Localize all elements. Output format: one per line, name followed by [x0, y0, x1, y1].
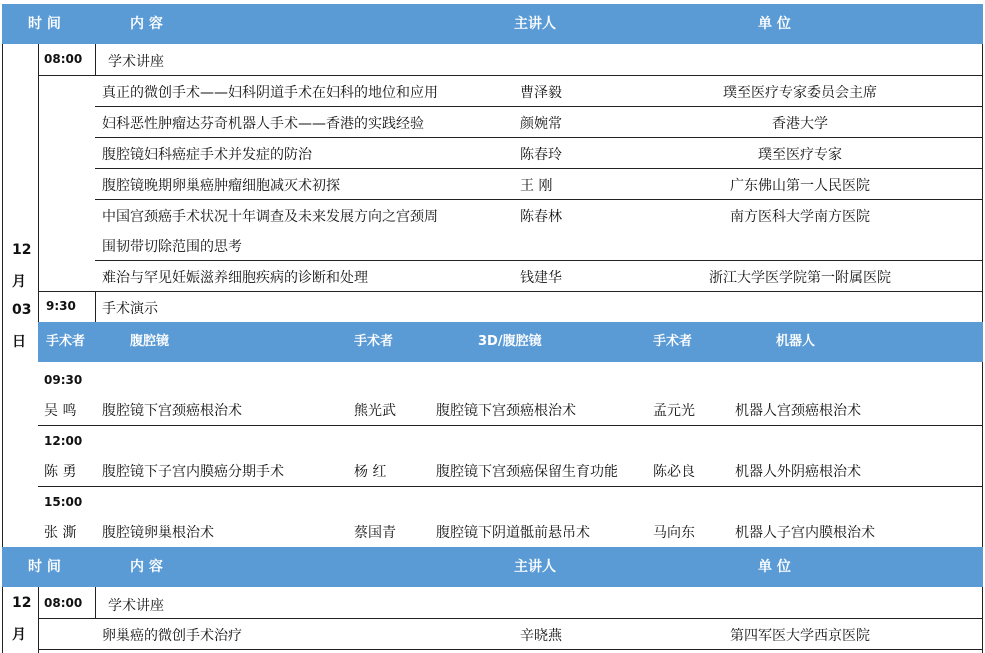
header-content: 内 容	[130, 16, 163, 32]
demo-procedure: 机器人宫颈癌根治术	[735, 403, 861, 419]
lecture-time: 08:00	[44, 52, 83, 66]
lecture-unit: 香港大学	[772, 116, 828, 132]
lecture-speaker: 陈春玲	[520, 147, 562, 163]
subheader-surgeon: 手术者	[653, 334, 693, 349]
table-border-right	[982, 44, 983, 547]
lecture-title: 学术讲座	[108, 54, 164, 70]
row-divider	[95, 199, 983, 200]
header-content: 内 容	[130, 559, 163, 575]
header-speaker: 主讲人	[514, 559, 556, 575]
header-time: 时 间	[28, 559, 61, 575]
row-divider	[95, 106, 983, 107]
header-unit: 单 位	[758, 559, 791, 575]
demo-procedure: 腹腔镜下宫颈癌保留生育功能	[436, 464, 618, 480]
date-char: 03	[12, 302, 32, 318]
date-char: 月	[12, 627, 26, 643]
lecture-unit: 璞至医疗专家	[758, 147, 842, 163]
demo-procedure: 腹腔镜下宫颈癌根治术	[102, 403, 242, 419]
table-border-left	[2, 44, 3, 547]
lecture-title: 中国宫颈癌手术状况十年调查及未来发展方向之宫颈周	[102, 209, 438, 225]
date-char: 日	[12, 334, 26, 350]
demo-slot-time: 09:30	[44, 373, 83, 387]
row-divider	[38, 618, 983, 619]
demo-surgeon: 陈必良	[653, 464, 695, 480]
demo-surgeon: 孟元光	[653, 403, 695, 419]
row-divider	[95, 260, 983, 261]
demo-procedure: 腹腔镜下宫颈癌根治术	[436, 403, 576, 419]
date-char: 12	[12, 595, 32, 611]
lecture-speaker: 辛晓燕	[520, 628, 562, 644]
header-unit: 单 位	[758, 16, 791, 32]
lecture-title: 妇科恶性肿瘤达芬奇机器人手术——香港的实践经验	[102, 116, 424, 132]
time-column-divider	[95, 44, 96, 75]
lecture-unit: 广东佛山第一人民医院	[730, 178, 870, 194]
demo-surgeon: 马向东	[653, 525, 695, 541]
row-divider	[95, 137, 983, 138]
lecture-unit: 南方医科大学南方医院	[730, 209, 870, 225]
demo-slot-time: 15:00	[44, 495, 83, 509]
lecture-unit: 浙江大学医学院第一附属医院	[709, 270, 891, 286]
demo-procedure: 腹腔镜下阴道骶前悬吊术	[436, 525, 590, 541]
lecture-title-line2: 围韧带切除范围的思考	[102, 239, 242, 255]
date-char: 月	[12, 274, 26, 290]
lecture-speaker: 王 刚	[520, 178, 553, 194]
lecture-title: 真正的微创手术——妇科阴道手术在妇科的地位和应用	[102, 85, 438, 101]
demo-time: 9:30	[46, 299, 76, 313]
subheader-surgeon: 手术者	[354, 334, 394, 349]
row-divider	[38, 486, 983, 487]
table-border-left	[2, 587, 3, 653]
row-divider	[38, 649, 983, 650]
lecture-title: 学术讲座	[108, 598, 164, 614]
lecture-speaker: 钱建华	[520, 270, 562, 286]
demo-surgeon: 熊光武	[354, 403, 396, 419]
lecture-title: 卵巢癌的微创手术治疗	[102, 628, 242, 644]
lecture-speaker: 曹泽毅	[520, 85, 562, 101]
lecture-unit: 璞至医疗专家委员会主席	[723, 85, 877, 101]
table-header	[2, 4, 983, 44]
demo-surgeon: 吴 鸣	[44, 403, 77, 419]
demo-slot-time: 12:00	[44, 434, 83, 448]
lecture-unit: 第四军医大学西京医院	[730, 628, 870, 644]
demo-procedure: 腹腔镜下子宫内膜癌分期手术	[102, 464, 284, 480]
lecture-title: 腹腔镜晚期卵巢癌肿瘤细胞减灭术初探	[102, 178, 340, 194]
row-divider	[38, 425, 983, 426]
lecture-speaker: 颜婉常	[520, 116, 562, 132]
demo-procedure: 腹腔镜卵巢根治术	[102, 525, 214, 541]
time-column-divider	[95, 587, 96, 618]
header-speaker: 主讲人	[514, 16, 556, 32]
date-char: 12	[12, 242, 32, 258]
demo-surgeon: 杨 红	[354, 464, 387, 480]
demo-surgeon: 蔡国青	[354, 525, 396, 541]
demo-surgeon: 张 澌	[44, 525, 77, 541]
lecture-time: 08:00	[44, 596, 83, 610]
demo-surgeon: 陈 勇	[44, 464, 77, 480]
lecture-speaker: 陈春林	[520, 209, 562, 225]
row-divider	[38, 75, 983, 76]
row-divider	[95, 168, 983, 169]
subheader-type: 机器人	[776, 334, 816, 349]
row-divider	[38, 291, 983, 292]
table-header-day2	[2, 547, 983, 587]
header-time: 时 间	[28, 16, 61, 32]
demo-procedure: 机器人外阴癌根治术	[735, 464, 861, 480]
demo-procedure: 机器人子宫内膜根治术	[735, 525, 875, 541]
date-column-divider	[38, 587, 39, 653]
lecture-title: 难治与罕见妊娠滋养细胞疾病的诊断和处理	[102, 270, 368, 286]
date-column-divider	[38, 44, 39, 322]
subheader-type: 腹腔镜	[130, 334, 170, 349]
table-border-right	[982, 587, 983, 653]
subheader-type: 3D/腹腔镜	[478, 334, 542, 349]
time-column-divider-2	[95, 291, 96, 322]
demo-subheader	[38, 322, 983, 362]
demo-title: 手术演示	[102, 301, 158, 317]
lecture-title: 腹腔镜妇科癌症手术并发症的防治	[102, 147, 312, 163]
subheader-surgeon: 手术者	[46, 334, 86, 349]
